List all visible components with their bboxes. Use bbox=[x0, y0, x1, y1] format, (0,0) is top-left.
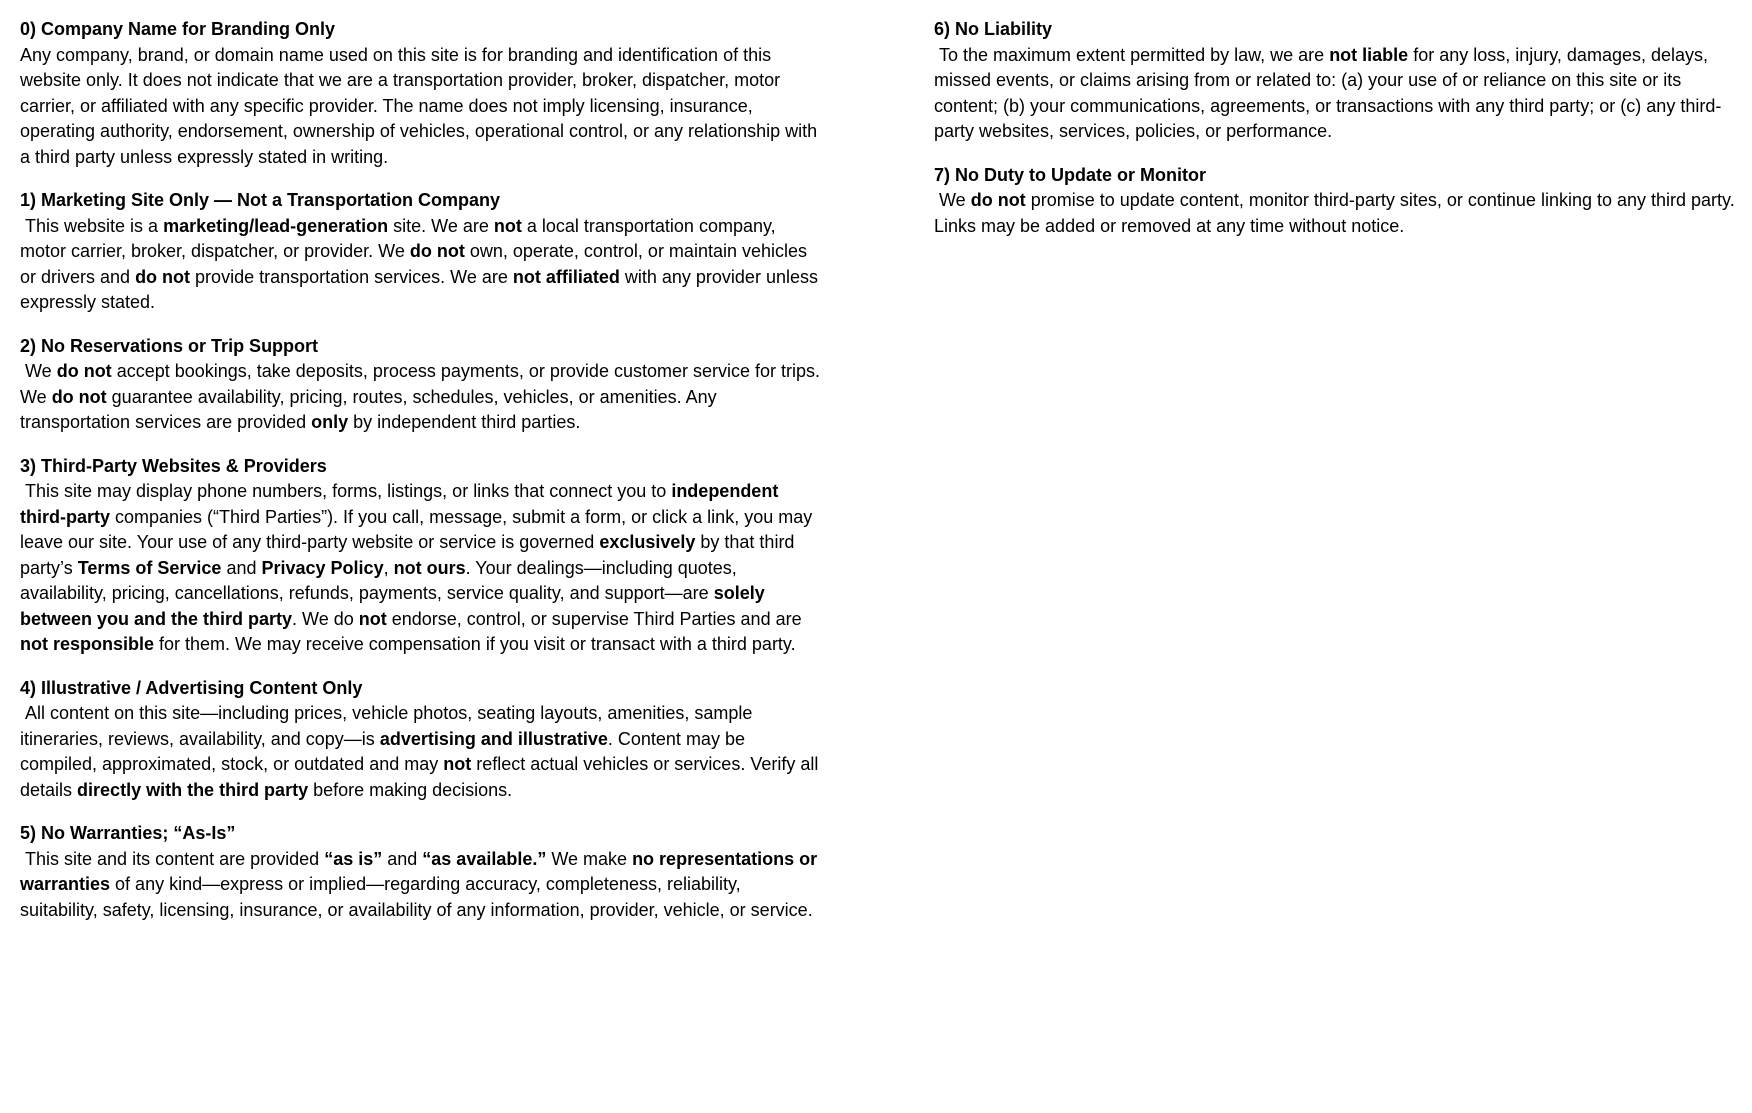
text-run: with any provider unless expressly stated. bbox=[20, 266, 823, 312]
bold-text-run: not ours bbox=[393, 557, 466, 578]
text-run: of any kind—express or implied—regarding accuracy, completeness, reliability, suitability, safety, licensing, insurance, or availability of any information, provider, vehicle, or service. bbox=[20, 874, 813, 920]
section-heading: 3) Third-Party Websites & Providers bbox=[20, 455, 327, 476]
disclaimer-section-7 bbox=[934, 163, 1740, 240]
text-run: for them. We may receive compensation if you visit or transact with a third party. bbox=[154, 634, 796, 654]
bold-text-run: not responsible bbox=[20, 634, 155, 654]
text-run: All content on this site—including prices, vehicle photos, seating layouts, amenities, sample itineraries, reviews, availability, and copy—is bbox=[20, 703, 758, 749]
text-run: provide transportation services. We are bbox=[190, 266, 513, 287]
section-paragraph bbox=[20, 214, 822, 316]
disclaimer-section-5 bbox=[20, 821, 822, 923]
text-run: This site and its content are provided bbox=[20, 848, 325, 869]
disclaimer-section-2 bbox=[20, 334, 826, 436]
text-run: accept bookings, take deposits, process payments, or provide customer service for trips. We bbox=[20, 361, 826, 407]
section-paragraph bbox=[20, 847, 822, 924]
section-heading: 6) No Liability bbox=[934, 19, 1053, 39]
bold-text-run: independent third-party bbox=[20, 481, 784, 527]
text-run: guarantee availability, pricing, routes, schedules, vehicles, or amenities. Any transportation services are provided bbox=[20, 386, 722, 432]
disclaimer-section-0 bbox=[20, 17, 822, 170]
bold-text-run: not bbox=[443, 754, 472, 774]
text-run: We bbox=[934, 190, 971, 210]
bold-text-run: do not bbox=[135, 266, 191, 287]
section-heading: 4) Illustrative / Advertising Content Only bbox=[20, 677, 363, 698]
bold-text-run: not bbox=[358, 608, 387, 629]
text-run: promise to update content, monitor third-party sites, or continue linking to any third party. Links may be added or removed at any time without notice. bbox=[934, 190, 1740, 236]
text-run: for any loss, injury, damages, delays, missed events, or claims arising from or related to: (a) your use of or reliance on this site or its content; (b) your communications, agreements, or transactions with any third party; or (c) any third-party websites, services, policies, or performance. bbox=[934, 44, 1722, 141]
text-run: endorse, control, or supervise Third Parties and are bbox=[386, 608, 807, 629]
bold-text-run: solely between you and the third party bbox=[20, 583, 770, 629]
text-run: and bbox=[382, 848, 423, 869]
bold-text-run: not liable bbox=[1329, 44, 1409, 65]
bold-text-run: do not bbox=[51, 386, 107, 407]
text-run: . Content may be compiled, approximated, stock, or outdated and may bbox=[20, 728, 750, 774]
text-run: Any company, brand, or domain name used on this site is for branding and identification of this website only. It does not indicate that we are a transportation provider, broker, dispatcher, motor carrier, or affiliated with any specific provider. The name does not imply licensing, insurance, operating authority, endorsement, ownership of vehicles, operational control, or any relationship with a third party unless expressly stated in writing. bbox=[20, 44, 823, 167]
bold-text-run: not affiliated bbox=[512, 266, 620, 287]
text-run: by independent third parties. bbox=[348, 412, 581, 432]
disclaimer-section-3 bbox=[20, 454, 822, 658]
section-heading: 1) Marketing Site Only — Not a Transportation Company bbox=[20, 190, 501, 210]
section-heading: 5) No Warranties; “As-Is” bbox=[20, 823, 236, 843]
section-heading: 2) No Reservations or Trip Support bbox=[20, 335, 319, 356]
bold-text-run: only bbox=[311, 412, 349, 432]
text-run: . We do bbox=[292, 608, 359, 629]
bold-text-run: do not bbox=[56, 361, 112, 381]
bold-text-run: no representations or warranties bbox=[20, 848, 823, 894]
bold-text-run: Terms of Service bbox=[77, 557, 222, 578]
bold-text-run: do not bbox=[970, 190, 1026, 210]
section-paragraph bbox=[20, 43, 822, 171]
section-paragraph bbox=[20, 701, 822, 803]
text-run: companies (“Third Parties”). If you call, message, submit a form, or click a link, you may leave our site. Your use of any third-party website or service is governed bbox=[20, 506, 818, 552]
text-run: To the maximum extent permitted by law, we are bbox=[934, 44, 1330, 65]
text-run: . Your dealings—including quotes, availability, pricing, cancellations, refunds, payments, service quality, and support—are bbox=[20, 557, 742, 603]
bold-text-run: marketing/lead-generation bbox=[163, 215, 389, 236]
text-run: site. We are bbox=[388, 215, 494, 236]
disclaimer-columns bbox=[20, 17, 1740, 977]
text-run: , bbox=[383, 557, 394, 578]
text-run: We make bbox=[546, 848, 633, 869]
bold-text-run: Privacy Policy bbox=[261, 557, 384, 578]
text-run: own, operate, control, or maintain vehicles or drivers and bbox=[20, 241, 813, 287]
text-run: We bbox=[20, 361, 57, 381]
text-run: and bbox=[221, 557, 262, 578]
bold-text-run: do not bbox=[409, 241, 465, 261]
bold-text-run: “as available.” bbox=[422, 848, 547, 869]
text-run: This site may display phone numbers, forms, listings, or links that connect you to bbox=[20, 481, 672, 501]
section-paragraph bbox=[20, 479, 822, 658]
bold-text-run: exclusively bbox=[599, 532, 696, 552]
bold-text-run: directly with the third party bbox=[77, 779, 309, 800]
bold-text-run: not bbox=[493, 215, 522, 236]
section-paragraph bbox=[20, 359, 826, 436]
text-run: reflect actual vehicles or services. Verify all details bbox=[20, 754, 824, 800]
section-paragraph bbox=[934, 188, 1740, 239]
disclaimer-section-1 bbox=[20, 188, 822, 316]
section-heading: 7) No Duty to Update or Monitor bbox=[934, 164, 1206, 185]
text-run: a local transportation company, motor carrier, broker, dispatcher, or provider. We bbox=[20, 215, 781, 261]
text-run: This website is a bbox=[20, 215, 164, 236]
section-paragraph bbox=[934, 43, 1736, 145]
disclaimer-section-4 bbox=[20, 676, 822, 804]
disclaimer-section-6 bbox=[934, 17, 1736, 145]
bold-text-run: advertising and illustrative bbox=[379, 728, 608, 749]
text-run: by that third party’s bbox=[20, 532, 800, 578]
section-heading: 0) Company Name for Branding Only bbox=[20, 19, 336, 39]
bold-text-run: “as is” bbox=[324, 848, 383, 869]
text-run: before making decisions. bbox=[308, 779, 513, 800]
